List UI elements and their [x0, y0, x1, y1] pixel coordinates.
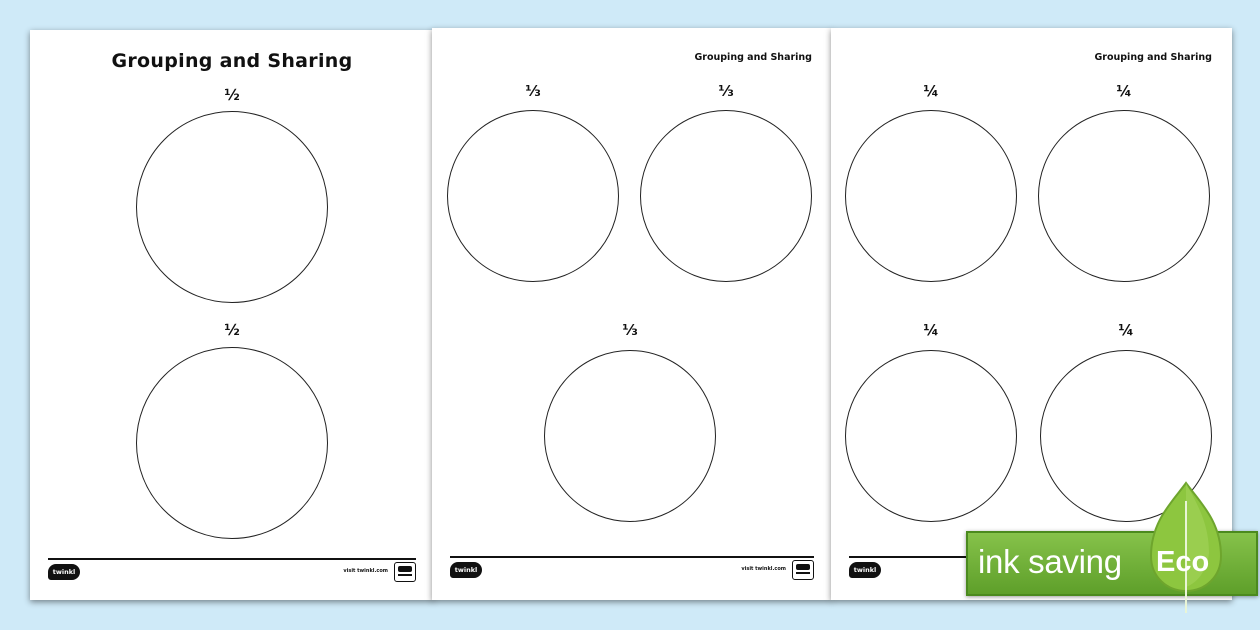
fraction-label: ½: [224, 86, 240, 104]
sharing-circle: [447, 110, 619, 282]
fraction-label: ½: [224, 321, 240, 339]
sharing-circle: [136, 111, 328, 303]
visit-link-text: visit twinkl.com: [343, 568, 388, 574]
fraction-label: ¼: [923, 82, 939, 100]
sharing-circle: [845, 110, 1017, 282]
sharing-circle: [136, 347, 328, 539]
eco-label: Eco: [1156, 546, 1210, 578]
sharing-circle: [1038, 110, 1210, 282]
fraction-label: ¼: [1118, 321, 1134, 339]
fraction-label: ¼: [923, 321, 939, 339]
fraction-label: ⅓: [525, 82, 541, 100]
sharing-circle: [544, 350, 716, 522]
quality-badge-icon: [394, 562, 416, 582]
fraction-label: ⅓: [622, 321, 638, 339]
fraction-label: ¼: [1116, 82, 1132, 100]
visit-link-text: visit twinkl.com: [741, 566, 786, 572]
worksheet-page-halves: [30, 30, 434, 600]
page-title: Grouping and Sharing: [694, 52, 812, 63]
sharing-circle: [845, 350, 1017, 522]
ink-saving-label: ink saving: [978, 543, 1122, 580]
sharing-circle: [640, 110, 812, 282]
twinkl-logo: twinkl: [849, 562, 881, 578]
quality-badge-icon: [792, 560, 814, 580]
page-title: Grouping and Sharing: [1094, 52, 1212, 63]
twinkl-logo: twinkl: [48, 564, 80, 580]
page-title: Grouping and Sharing: [111, 50, 353, 72]
footer-divider: [450, 556, 814, 558]
eco-ink-saving-badge: [966, 531, 1258, 596]
worksheet-page-thirds: [432, 28, 832, 600]
footer-divider: [48, 558, 416, 560]
fraction-label: ⅓: [718, 82, 734, 100]
twinkl-logo: twinkl: [450, 562, 482, 578]
